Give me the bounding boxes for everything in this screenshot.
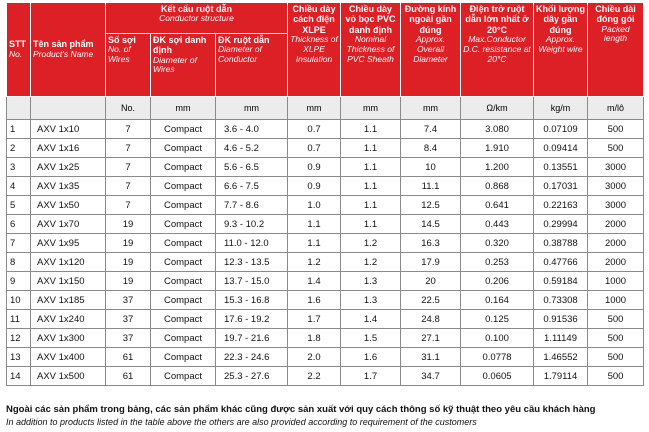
cell-weight: 0.09414 [534,139,588,158]
cell-product-name: AXV 1x70 [31,215,106,234]
cell-conductor-diameter: 7.7 - 8.6 [216,196,288,215]
unit-cell: Ω/km [461,97,534,120]
cell-packed-length: 2000 [588,253,644,272]
spec-table-body [7,120,644,386]
cell-no-of-wires: 7 [106,177,151,196]
cell-conductor-diameter: 12.3 - 13.5 [216,253,288,272]
cell-resistance: 0.320 [461,234,534,253]
cell-product-name: AXV 1x50 [31,196,106,215]
cell-wire-diameter: Compact [151,348,216,367]
cell-resistance: 0.443 [461,215,534,234]
cell-xlpe-thickness: 1.0 [288,196,341,215]
cell-packed-length: 500 [588,139,644,158]
cell-weight: 0.07109 [534,120,588,139]
unit-cell: mm [151,97,216,120]
cell-pvc-thickness: 1.1 [341,215,401,234]
cell-stt: 7 [7,234,31,253]
cell-weight: 0.22163 [534,196,588,215]
table-row [7,177,644,196]
unit-cell: mm [288,97,341,120]
header-resistance-en: Max.Conductor D.C. resistance at 20°C [463,34,531,64]
header-pvc-thickness-en: Nominal Thickness of PVC Sheath [346,34,395,64]
cell-product-name: AXV 1x95 [31,234,106,253]
cell-stt: 11 [7,310,31,329]
cell-product-name: AXV 1x10 [31,120,106,139]
cell-pvc-thickness: 1.1 [341,196,401,215]
cell-no-of-wires: 7 [106,158,151,177]
cell-wire-diameter: Compact [151,367,216,386]
cell-wire-diameter: Compact [151,139,216,158]
header-no-of-wires-en: No. of Wires [108,44,131,65]
cell-pvc-thickness: 1.1 [341,139,401,158]
table-row [7,139,644,158]
cell-stt: 12 [7,329,31,348]
cell-product-name: AXV 1x240 [31,310,106,329]
cell-overall-diameter: 24.8 [401,310,461,329]
cell-conductor-diameter: 25.3 - 27.6 [216,367,288,386]
cell-weight: 0.73308 [534,291,588,310]
cell-packed-length: 2000 [588,215,644,234]
header-conductor-diameter-en: Diameter of Conductor [218,44,262,65]
cell-product-name: AXV 1x150 [31,272,106,291]
header-product-name-en: Product's Name [33,48,94,59]
table-row [7,329,644,348]
header-wire-diameter-vn: ĐK sợi danh định [153,35,207,56]
cell-resistance: 0.0778 [461,348,534,367]
cell-weight: 0.47766 [534,253,588,272]
cell-product-name: AXV 1x500 [31,367,106,386]
unit-cell: mm [341,97,401,120]
cell-overall-diameter: 27.1 [401,329,461,348]
table-row [7,310,644,329]
header-weight-en: Approx. Weight wire [538,34,583,54]
cell-resistance: 1.200 [461,158,534,177]
cell-conductor-diameter: 5.6 - 6.5 [216,158,288,177]
cell-packed-length: 1000 [588,272,644,291]
cell-packed-length: 1000 [588,291,644,310]
cell-conductor-diameter: 9.3 - 10.2 [216,215,288,234]
cell-conductor-diameter: 13.7 - 15.0 [216,272,288,291]
cell-resistance: 0.253 [461,253,534,272]
header-xlpe-thickness-en: Thickness of XLPE Insulation [290,34,338,64]
cell-wire-diameter: Compact [151,272,216,291]
cell-stt: 6 [7,215,31,234]
cell-packed-length: 500 [588,348,644,367]
cell-no-of-wires: 7 [106,196,151,215]
cell-resistance: 0.125 [461,310,534,329]
cell-overall-diameter: 22.5 [401,291,461,310]
header-conductor-structure [106,3,288,34]
cell-packed-length: 500 [588,120,644,139]
cell-overall-diameter: 20 [401,272,461,291]
cell-no-of-wires: 37 [106,310,151,329]
cell-packed-length: 3000 [588,196,644,215]
table-row [7,158,644,177]
cell-no-of-wires: 19 [106,215,151,234]
cell-stt: 13 [7,348,31,367]
cell-wire-diameter: Compact [151,234,216,253]
cell-stt: 3 [7,158,31,177]
cell-weight: 0.38788 [534,234,588,253]
cell-conductor-diameter: 6.6 - 7.5 [216,177,288,196]
cell-stt: 8 [7,253,31,272]
cell-no-of-wires: 7 [106,120,151,139]
cell-pvc-thickness: 1.2 [341,234,401,253]
cell-no-of-wires: 37 [106,291,151,310]
cell-packed-length: 500 [588,329,644,348]
cell-product-name: AXV 1x400 [31,348,106,367]
header-resistance [461,3,534,97]
cell-no-of-wires: 37 [106,329,151,348]
cell-no-of-wires: 61 [106,367,151,386]
cell-resistance: 0.206 [461,272,534,291]
header-packed-length [588,3,644,97]
footnote-en: In addition to products listed in the table above the others are also provided according to requirement of the customers [6,417,477,427]
cell-overall-diameter: 17.9 [401,253,461,272]
cell-overall-diameter: 34.7 [401,367,461,386]
cell-packed-length: 500 [588,310,644,329]
header-xlpe-thickness [288,3,341,97]
header-overall-diameter-vn: Đường kính ngoài gần đúng [404,4,457,35]
cell-resistance: 0.100 [461,329,534,348]
header-conductor-diameter-vn: ĐK ruột dẫn [218,35,270,45]
cell-wire-diameter: Compact [151,196,216,215]
cell-pvc-thickness: 1.7 [341,367,401,386]
cell-overall-diameter: 31.1 [401,348,461,367]
cell-overall-diameter: 16.3 [401,234,461,253]
header-weight-vn: Khối lượng dây gần đúng [536,4,585,35]
table-row [7,291,644,310]
table-row [7,367,644,386]
cell-conductor-diameter: 19.7 - 21.6 [216,329,288,348]
cell-xlpe-thickness: 0.9 [288,158,341,177]
cell-pvc-thickness: 1.3 [341,291,401,310]
cell-stt: 14 [7,367,31,386]
cell-stt: 9 [7,272,31,291]
cell-wire-diameter: Compact [151,177,216,196]
cell-weight: 0.13551 [534,158,588,177]
cell-pvc-thickness: 1.3 [341,272,401,291]
table-row [7,348,644,367]
header-conductor-diameter [216,34,288,97]
cell-overall-diameter: 7.4 [401,120,461,139]
cell-no-of-wires: 19 [106,253,151,272]
cell-xlpe-thickness: 0.7 [288,139,341,158]
cell-pvc-thickness: 1.5 [341,329,401,348]
cell-wire-diameter: Compact [151,291,216,310]
header-no-of-wires-vn: Số sợi [108,35,136,45]
header-stt-en: No. [9,48,23,59]
cell-pvc-thickness: 1.1 [341,158,401,177]
footnote-vn: Ngoài các sản phẩm trong bảng, các sản phẩm khác cũng được sản xuất với quy cách thông số kỹ thuật theo yêu cầu khách hàng [6,404,596,415]
cell-xlpe-thickness: 1.1 [288,234,341,253]
cell-xlpe-thickness: 1.6 [288,291,341,310]
cell-wire-diameter: Compact [151,310,216,329]
cell-resistance: 0.641 [461,196,534,215]
header-overall-diameter-en: Approx. Overall Diameter [413,34,448,64]
cell-weight: 1.46552 [534,348,588,367]
cell-no-of-wires: 7 [106,139,151,158]
cell-conductor-diameter: 3.6 - 4.0 [216,120,288,139]
cell-wire-diameter: Compact [151,329,216,348]
header-stt [7,3,31,97]
cell-xlpe-thickness: 1.7 [288,310,341,329]
cell-product-name: AXV 1x120 [31,253,106,272]
cell-pvc-thickness: 1.4 [341,310,401,329]
cell-conductor-diameter: 15.3 - 16.8 [216,291,288,310]
cell-pvc-thickness: 1.2 [341,253,401,272]
unit-cell: No. [106,97,151,120]
cell-weight: 0.29994 [534,215,588,234]
cell-product-name: AXV 1x16 [31,139,106,158]
cell-xlpe-thickness: 0.7 [288,120,341,139]
cell-xlpe-thickness: 1.8 [288,329,341,348]
cell-product-name: AXV 1x185 [31,291,106,310]
header-packed-length-vn: Chiều dài đóng gói [595,4,636,25]
cell-overall-diameter: 10 [401,158,461,177]
header-product-name [31,3,106,97]
header-packed-length-en: Packed length [601,23,630,44]
cell-packed-length: 3000 [588,158,644,177]
cell-wire-diameter: Compact [151,215,216,234]
cell-weight: 0.17031 [534,177,588,196]
header-conductor-structure-en: Conductor structure [159,13,234,24]
header-conductor-structure-vn: Kết cấu ruột dẫn [161,4,233,14]
table-row [7,272,644,291]
cell-pvc-thickness: 1.6 [341,348,401,367]
cell-wire-diameter: Compact [151,253,216,272]
cell-weight: 1.11149 [534,329,588,348]
header-pvc-thickness [341,3,401,97]
cell-stt: 4 [7,177,31,196]
cell-overall-diameter: 14.5 [401,215,461,234]
header-weight [534,3,588,97]
unit-cell: mm [401,97,461,120]
cell-xlpe-thickness: 1.2 [288,253,341,272]
header-overall-diameter [401,3,461,97]
cell-product-name: AXV 1x25 [31,158,106,177]
cell-xlpe-thickness: 2.2 [288,367,341,386]
header-xlpe-thickness-vn: Chiều dày cách điện XLPE [292,4,336,35]
header-wire-diameter [151,34,216,97]
cell-stt: 2 [7,139,31,158]
unit-cell: m/lô [588,97,644,120]
cell-pvc-thickness: 1.1 [341,177,401,196]
cell-resistance: 3.080 [461,120,534,139]
cell-resistance: 0.868 [461,177,534,196]
cell-xlpe-thickness: 0.9 [288,177,341,196]
cell-xlpe-thickness: 2.0 [288,348,341,367]
table-row [7,120,644,139]
header-product-name-vn: Tên sản phẩm [33,39,94,50]
header-resistance-vn: Điện trở ruột dẫn lớn nhất ở 20°C [465,4,529,35]
cell-conductor-diameter: 22.3 - 24.6 [216,348,288,367]
cell-wire-diameter: Compact [151,158,216,177]
cell-no-of-wires: 19 [106,272,151,291]
cell-resistance: 1.910 [461,139,534,158]
cell-weight: 0.91536 [534,310,588,329]
unit-cell-blank [7,97,31,120]
cell-packed-length: 3000 [588,177,644,196]
table-row [7,215,644,234]
cell-resistance: 0.164 [461,291,534,310]
cell-weight: 1.79114 [534,367,588,386]
header-pvc-thickness-vn: Chiều dày vỏ bọc PVC danh định [345,4,396,35]
cell-xlpe-thickness: 1.1 [288,215,341,234]
cell-xlpe-thickness: 1.4 [288,272,341,291]
cell-conductor-diameter: 4.6 - 5.2 [216,139,288,158]
cell-conductor-diameter: 17.6 - 19.2 [216,310,288,329]
table-row [7,234,644,253]
footnote [6,404,646,428]
table-row [7,196,644,215]
unit-cell: kg/m [534,97,588,120]
cell-pvc-thickness: 1.1 [341,120,401,139]
cell-resistance: 0.0605 [461,367,534,386]
cell-product-name: AXV 1x300 [31,329,106,348]
cell-no-of-wires: 61 [106,348,151,367]
units-row [7,97,644,120]
cell-no-of-wires: 19 [106,234,151,253]
header-no-of-wires [106,34,151,97]
cell-overall-diameter: 11.1 [401,177,461,196]
header-wire-diameter-en: Diameter of Wires [153,54,197,75]
cell-packed-length: 2000 [588,234,644,253]
cable-spec-table [6,2,644,386]
cell-product-name: AXV 1x35 [31,177,106,196]
cell-conductor-diameter: 11.0 - 12.0 [216,234,288,253]
cell-stt: 1 [7,120,31,139]
unit-cell-blank [31,97,106,120]
table-row [7,253,644,272]
cell-stt: 10 [7,291,31,310]
cell-weight: 0.59184 [534,272,588,291]
cell-packed-length: 500 [588,367,644,386]
cell-stt: 5 [7,196,31,215]
unit-cell: mm [216,97,288,120]
cell-wire-diameter: Compact [151,120,216,139]
cell-overall-diameter: 12.5 [401,196,461,215]
header-stt-vn: STT [9,39,26,50]
cell-overall-diameter: 8.4 [401,139,461,158]
